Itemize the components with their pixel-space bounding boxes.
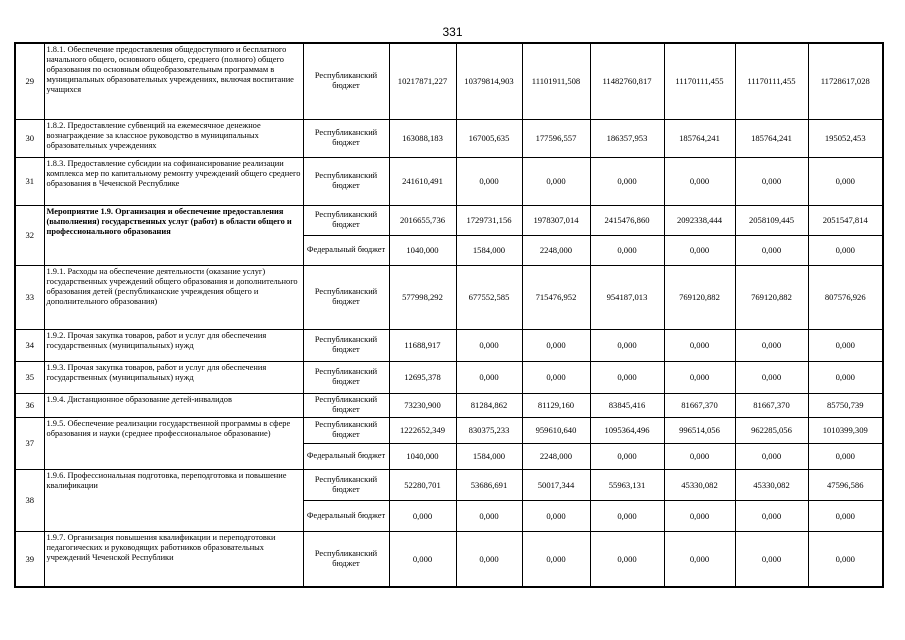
amount-cell: 0,000	[522, 500, 590, 531]
amount-cell: 954187,013	[590, 265, 664, 329]
amount-cell: 241610,491	[389, 157, 456, 205]
amount-cell: 55963,131	[590, 469, 664, 500]
table-row	[15, 205, 883, 235]
amount-cell: 0,000	[808, 329, 883, 361]
amount-cell: 167005,635	[456, 119, 522, 157]
amount-cell: 0,000	[456, 157, 522, 205]
amount-cell: 0,000	[389, 531, 456, 587]
amount-cell: 0,000	[664, 157, 735, 205]
amount-cell: 81667,370	[735, 393, 808, 417]
amount-cell: 0,000	[590, 531, 664, 587]
amount-cell: 0,000	[808, 531, 883, 587]
row-number: 34	[15, 329, 44, 361]
funding-source: Республиканский бюджет	[303, 329, 389, 361]
measure-description: 1.8.2. Предоставление субвенций на ежемесячное денежное вознаграждение за классное руководство в муниципальных образовательных учреждениях	[44, 119, 303, 157]
table-row	[15, 119, 883, 157]
funding-source: Республиканский бюджет	[303, 393, 389, 417]
amount-cell: 2248,000	[522, 235, 590, 265]
amount-cell: 0,000	[590, 157, 664, 205]
amount-cell: 12695,378	[389, 361, 456, 393]
amount-cell: 0,000	[735, 157, 808, 205]
amount-cell: 2051547,814	[808, 205, 883, 235]
funding-source: Республиканский бюджет	[303, 531, 389, 587]
funding-source: Республиканский бюджет	[303, 43, 389, 119]
amount-cell: 81129,160	[522, 393, 590, 417]
amount-cell: 0,000	[664, 329, 735, 361]
amount-cell: 0,000	[808, 361, 883, 393]
measure-description: Мероприятие 1.9. Организация и обеспечение предоставления (выполнения) государственных услуг (работ) в области общего и профессионального образования	[44, 205, 303, 265]
amount-cell: 0,000	[590, 235, 664, 265]
amount-cell: 1978307,014	[522, 205, 590, 235]
amount-cell: 0,000	[522, 531, 590, 587]
amount-cell: 1040,000	[389, 443, 456, 469]
amount-cell: 0,000	[808, 443, 883, 469]
amount-cell: 11688,917	[389, 329, 456, 361]
amount-cell: 73230,900	[389, 393, 456, 417]
amount-cell: 53686,691	[456, 469, 522, 500]
amount-cell: 81284,862	[456, 393, 522, 417]
funding-source: Федеральный бюджет	[303, 235, 389, 265]
amount-cell: 185764,241	[735, 119, 808, 157]
amount-cell: 0,000	[456, 531, 522, 587]
page-number: 331	[442, 25, 463, 39]
amount-cell: 0,000	[808, 235, 883, 265]
row-number: 33	[15, 265, 44, 329]
amount-cell: 0,000	[664, 361, 735, 393]
amount-cell: 0,000	[456, 329, 522, 361]
funding-source: Республиканский бюджет	[303, 469, 389, 500]
amount-cell: 11101911,508	[522, 43, 590, 119]
amount-cell: 769120,882	[664, 265, 735, 329]
table-row	[15, 393, 883, 417]
measure-description: 1.8.1. Обеспечение предоставления общедоступного и бесплатного начального общего, основного общего, среднего (полного) общего образования по основным общеобразовательным программам в муниципальных образовательных учреждениях, включая воспитание учащихся	[44, 43, 303, 119]
table-row	[15, 417, 883, 443]
amount-cell: 830375,233	[456, 417, 522, 443]
amount-cell: 50017,344	[522, 469, 590, 500]
amount-cell: 0,000	[664, 235, 735, 265]
amount-cell: 0,000	[456, 361, 522, 393]
amount-cell: 0,000	[590, 443, 664, 469]
amount-cell: 996514,056	[664, 417, 735, 443]
amount-cell: 0,000	[735, 361, 808, 393]
amount-cell: 0,000	[456, 500, 522, 531]
table-row	[15, 43, 883, 119]
measure-description: 1.9.2. Прочая закупка товаров, работ и услуг для обеспечения государственных (муниципальных) нужд	[44, 329, 303, 361]
amount-cell: 769120,882	[735, 265, 808, 329]
row-number: 35	[15, 361, 44, 393]
amount-cell: 1095364,496	[590, 417, 664, 443]
funding-source: Федеральный бюджет	[303, 500, 389, 531]
table-row	[15, 265, 883, 329]
amount-cell: 0,000	[522, 157, 590, 205]
funding-source: Республиканский бюджет	[303, 157, 389, 205]
row-number: 31	[15, 157, 44, 205]
amount-cell: 1584,000	[456, 443, 522, 469]
amount-cell: 10217871,227	[389, 43, 456, 119]
amount-cell: 11482760,817	[590, 43, 664, 119]
row-number: 30	[15, 119, 44, 157]
funding-source: Республиканский бюджет	[303, 119, 389, 157]
table-row	[15, 469, 883, 500]
measure-description: 1.9.3. Прочая закупка товаров, работ и услуг для обеспечения государственных (муниципальных) нужд	[44, 361, 303, 393]
funding-source: Республиканский бюджет	[303, 417, 389, 443]
measure-description: 1.8.3. Предоставление субсидии на софинансирование реализации комплекса мер по капитальному ремонту учреждений общего среднего образования в Чеченской Республике	[44, 157, 303, 205]
amount-cell: 163088,183	[389, 119, 456, 157]
table-row	[15, 329, 883, 361]
amount-cell: 0,000	[735, 531, 808, 587]
amount-cell: 45330,082	[664, 469, 735, 500]
amount-cell: 1584,000	[456, 235, 522, 265]
amount-cell: 0,000	[522, 361, 590, 393]
amount-cell: 83845,416	[590, 393, 664, 417]
measure-description: 1.9.6. Профессиональная подготовка, переподготовка и повышение квалификации	[44, 469, 303, 531]
amount-cell: 0,000	[664, 443, 735, 469]
measure-description: 1.9.7. Организация повышения квалификации и переподготовки педагогических и руководящих работников образовательных учреждений Чеченской Республики	[44, 531, 303, 587]
amount-cell: 0,000	[664, 531, 735, 587]
amount-cell: 177596,557	[522, 119, 590, 157]
funding-source: Республиканский бюджет	[303, 265, 389, 329]
amount-cell: 0,000	[735, 500, 808, 531]
measure-description: 1.9.1. Расходы на обеспечение деятельности (оказание услуг) государственных учреждений общего образования и дополнительного образования детей (республиканские учреждения общего и дополнительного образования)	[44, 265, 303, 329]
amount-cell: 45330,082	[735, 469, 808, 500]
amount-cell: 0,000	[590, 361, 664, 393]
amount-cell: 0,000	[735, 329, 808, 361]
amount-cell: 85750,739	[808, 393, 883, 417]
amount-cell: 959610,640	[522, 417, 590, 443]
amount-cell: 2092338,444	[664, 205, 735, 235]
row-number: 38	[15, 469, 44, 531]
amount-cell: 186357,953	[590, 119, 664, 157]
row-number: 29	[15, 43, 44, 119]
table-row	[15, 157, 883, 205]
amount-cell: 1729731,156	[456, 205, 522, 235]
amount-cell: 11170111,455	[735, 43, 808, 119]
amount-cell: 962285,056	[735, 417, 808, 443]
amount-cell: 1040,000	[389, 235, 456, 265]
amount-cell: 11728617,028	[808, 43, 883, 119]
funding-source: Республиканский бюджет	[303, 205, 389, 235]
budget-table	[14, 42, 884, 588]
amount-cell: 0,000	[522, 329, 590, 361]
amount-cell: 0,000	[808, 157, 883, 205]
measure-description: 1.9.4. Дистанционное образование детей-инвалидов	[44, 393, 303, 417]
amount-cell: 715476,952	[522, 265, 590, 329]
amount-cell: 0,000	[389, 500, 456, 531]
amount-cell: 0,000	[735, 443, 808, 469]
row-number: 37	[15, 417, 44, 469]
row-number: 39	[15, 531, 44, 587]
amount-cell: 10379814,903	[456, 43, 522, 119]
amount-cell: 52280,701	[389, 469, 456, 500]
funding-source: Федеральный бюджет	[303, 443, 389, 469]
amount-cell: 11170111,455	[664, 43, 735, 119]
amount-cell: 47596,586	[808, 469, 883, 500]
amount-cell: 0,000	[664, 500, 735, 531]
amount-cell: 0,000	[590, 500, 664, 531]
funding-source: Республиканский бюджет	[303, 361, 389, 393]
amount-cell: 2248,000	[522, 443, 590, 469]
amount-cell: 195052,453	[808, 119, 883, 157]
table-row	[15, 531, 883, 587]
amount-cell: 0,000	[808, 500, 883, 531]
amount-cell: 185764,241	[664, 119, 735, 157]
amount-cell: 0,000	[735, 235, 808, 265]
amount-cell: 677552,585	[456, 265, 522, 329]
amount-cell: 577998,292	[389, 265, 456, 329]
amount-cell: 0,000	[590, 329, 664, 361]
amount-cell: 2016655,736	[389, 205, 456, 235]
amount-cell: 807576,926	[808, 265, 883, 329]
row-number: 32	[15, 205, 44, 265]
measure-description: 1.9.5. Обеспечение реализации государственной программы в сфере образования и науки (среднее профессиональное образование)	[44, 417, 303, 469]
amount-cell: 2058109,445	[735, 205, 808, 235]
row-number: 36	[15, 393, 44, 417]
table-body	[15, 43, 883, 587]
amount-cell: 81667,370	[664, 393, 735, 417]
amount-cell: 2415476,860	[590, 205, 664, 235]
amount-cell: 1222652,349	[389, 417, 456, 443]
amount-cell: 1010399,309	[808, 417, 883, 443]
table-row	[15, 361, 883, 393]
